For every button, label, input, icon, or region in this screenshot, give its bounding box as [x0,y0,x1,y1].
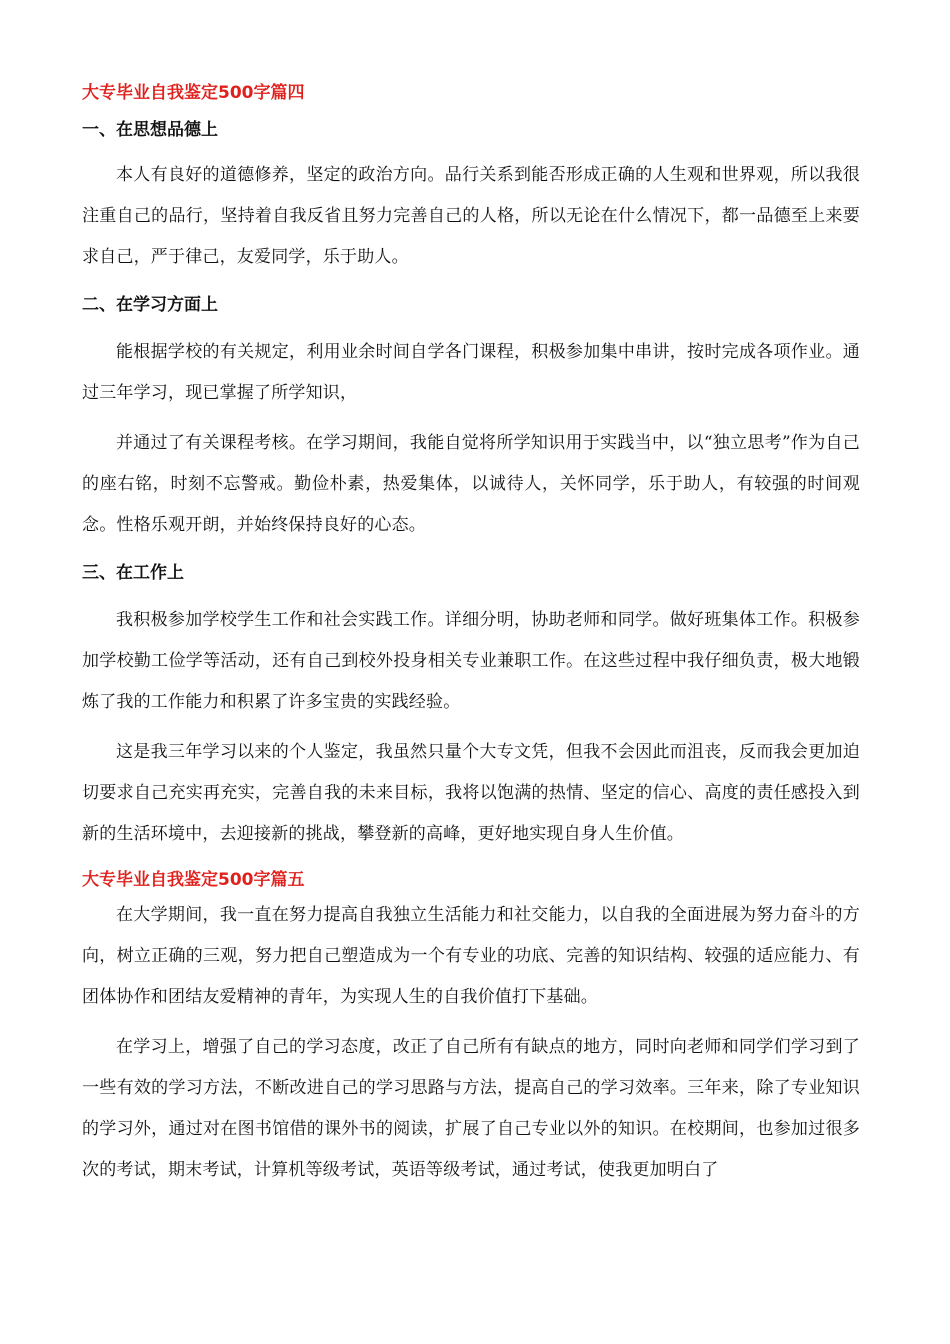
heading-work: 三、在工作上 [82,563,184,583]
heading-study: 二、在学习方面上 [82,295,218,315]
section-four-title: 大专毕业自我鉴定500字篇四 [82,83,305,103]
paragraph-study-2: 并通过了有关课程考核。在学习期间，我能自觉将所学知识用于实践当中，以“独立思考”作为自己的座右铭，时刻不忘警戒。勤俭朴素，热爱集体，以诚待人，关怀同学，乐于助人，有较强的时间观念。性格乐观开朗，并始终保持良好的心态。 [82,433,860,535]
paragraph-university-life: 在大学期间，我一直在努力提高自我独立生活能力和社交能力，以自我的全面进展为努力奋斗的方向，树立正确的三观，努力把自己塑造成为一个有专业的功底、完善的知识结构、较强的适应能力、有团体协作和团结友爱精神的青年，为实现人生的自我价值打下基础。 [82,905,860,1007]
document-body [82,80,860,1191]
paragraph-study-1: 能根据学校的有关规定，利用业余时间自学各门课程，积极参加集中串讲，按时完成各项作业。通过三年学习，现已掌握了所学知识， [82,342,860,403]
paragraph-summary: 这是我三年学习以来的个人鉴定，我虽然只量个大专文凭，但我不会因此而沮丧，反而我会更加迫切要求自己充实再充实，完善自我的未来目标，我将以饱满的热情、坚定的信心、高度的责任感投入到新的生活环境中，去迎接新的挑战，攀登新的高峰，更好地实现自身人生价值。 [82,742,860,844]
heading-moral-character: 一、在思想品德上 [82,120,218,140]
paragraph-moral-character: 本人有良好的道德修养，坚定的政治方向。品行关系到能否形成正确的人生观和世界观，所以我很注重自己的品行，坚持着自我反省且努力完善自己的人格，所以无论在什么情况下，都一品德至上来要求自己，严于律己，友爱同学，乐于助人。 [82,165,860,267]
paragraph-learning: 在学习上，增强了自己的学习态度，改正了自己所有有缺点的地方，同时向老师和同学们学习到了一些有效的学习方法，不断改进自己的学习思路与方法，提高自己的学习效率。三年来，除了专业知识的学习外，通过对在图书馆借的课外书的阅读，扩展了自己专业以外的知识。在校期间，也参加过很多次的考试，期末考试，计算机等级考试，英语等级考试，通过考试，使我更加明白了 [82,1037,860,1180]
paragraph-work: 我积极参加学校学生工作和社会实践工作。详细分明，协助老师和同学。做好班集体工作。积极参加学校勤工俭学等活动，还有自己到校外投身相关专业兼职工作。在这些过程中我仔细负责，极大地锻炼了我的工作能力和积累了许多宝贵的实践经验。 [82,610,860,712]
section-five-title: 大专毕业自我鉴定500字篇五 [82,870,305,890]
